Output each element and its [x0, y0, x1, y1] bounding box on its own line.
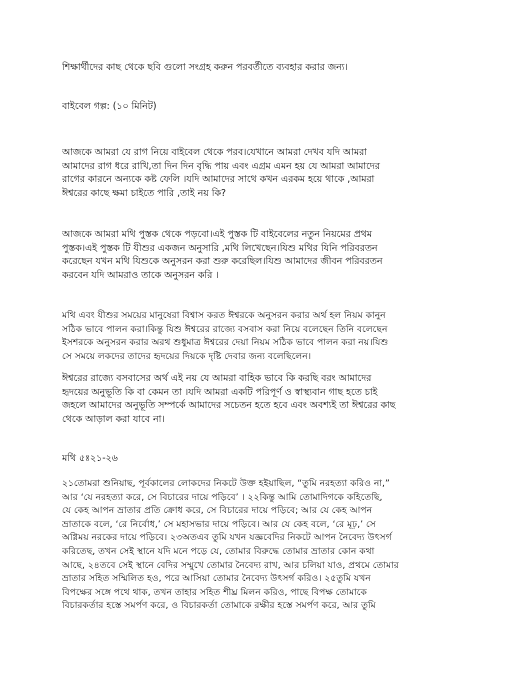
story-heading: বাইবেল গল্প: (১০ মিনিট)	[62, 101, 157, 112]
scripture-reference: মথি ৫ঃ২১-২৬	[62, 453, 118, 464]
paragraph-kingdom-law: মথি এবং যীশুর সময়ের মানুষেরা বিশ্বাস করত ঈশ্বরকে অনুসরন করার অর্থ হল নিয়ম কানুন সঠিক ভাবে পালন করা।কিন্তু যিশু ঈশ্বরের রাজ্যে বসবাস করা নিয়ে বলেছেন তিনি বলেছেন ইসশরকে অনুসরন করার অরথ শুধুমাত্র ঈশ্বরের দেয়া নিয়ম সঠিক ভাবে পালন করা নয়।যিশু সে সময়ে লকদের তাদের হৃদয়ের দিয়কে দৃষ্টি দেবার জন্য বলেছিলেন।	[62, 310, 389, 362]
intro-text: শিক্ষার্থীদের কাছ থেকে ছবি গুলো সংগ্রহ করুন পরবর্তীতে ব্যবহার করার জন্য।	[62, 62, 348, 73]
paragraph-heart-feelings: ঈশ্বরের রাজ্যে বসবাসের অর্থ এই নয় যে আমরা বাহিক ভাবে কি করছি বরং আমাদের হৃদয়ের অনুভূতি কি বা কেমন তা ।যদি আমরা একটি পরিপূর্ণ ও স্বাস্থ্যবান গাছ হতে চাই জহলে আমাদের অনুভূতি সম্পর্কে আমাদের সচেতন হতে হবে এবং অবশ্যই তা ঈশ্বরের কাছ থেকে আড়াল করা যাবে না।	[62, 373, 396, 425]
paragraph-matthew-book: আজকে আমরা মথি পুস্তক থেকে পড়বো।এই পুস্তক টি বাইবেলের নতুন নিয়মের প্রথম পুস্তক।এই পুস্তক টি যীশুর একজন অনুসারি ,মথি লিখেছেন।যিশু মথির যিনি পরিবরতন করেছেন যখন মথি যিশুকে অনুসরন করা শুরু করেছিল।যিশু আমাদের জীবন পরিবরতন করবেন যদি আমরাও তাকে অনুসরন করি ।	[62, 229, 383, 281]
scripture-passage: ২১তোমরা শুনিয়াছ, পূর্বকালের লোকদের নিকটে উক্ত হইয়াছিল, “তুমি নরহত্যা করিও না,” আর ‘যে নরহত্যা করে, সে বিচারের দায়ে পড়িবে’ । ২২কিন্তু আমি তোমাদিগকে কহিতেছি, যে কেহ আপন ভ্রাতার প্রতি ক্রোধ করে, সে বিচারের দায়ে পড়িবে; আর যে কেহ আপন ভ্রাতাকে বলে, ‘রে নির্বোধ,’ সে মহাসভার দায়ে পড়িবে। আর যে কেহ বলে, ‘রে মূঢ়,’ সে অগ্নিময় নরকের দায়ে পড়িবে। ২৩অতএব তুমি যখন যজ্ঞবেদির নিকটে আপন নৈবেদ্য উৎসর্গ করিতেছ, তখন সেই স্থানে যদি মনে পড়ে যে, তোমার বিরুদ্ধে তোমার ভ্রাতার কোন কথা আছে, ২৪তবে সেই স্থানে বেদির সম্মুখে তোমার নৈবেদ্য রাখ, আর চলিয়া যাও, প্রথমে তোমার ভ্রাতার সহিত সম্মিলিত হও, পরে আসিয়া তোমার নৈবেদ্য উৎসর্গ করিও। ২৫তুমি যখন বিপক্ষের সঙ্গে পথে থাক, তখন তাহার সহিত শীঘ্র মিলন করিও, পাছে বিপক্ষ তোমাকে বিচারকর্তার হস্তে সমর্পণ করে, ও বিচারকর্তা তোমাকে রক্ষীর হস্তে সমর্পণ করে, আর তুমি	[62, 478, 399, 612]
paragraph-anger: আজকে আমরা যে রাগ নিয়ে বাইবেল থেকে পরব।যেখানে আমরা দেখব যদি আমরা আমাদের রাগ ধরে রাখি,তা দিন দিন বৃদ্ধি পায় এবং এগ্রম এমন হয় যে আমরা আমাদের রাগের কারনে অন্যকে কষ্ট ফেলি ।যদি আমাদের সাথে কখন এরকম হয়ে থাকে ,আমরা ঈশ্বরের কাছে ক্ষমা চাইতে পারি ,তাই নয় কি?	[62, 147, 380, 199]
